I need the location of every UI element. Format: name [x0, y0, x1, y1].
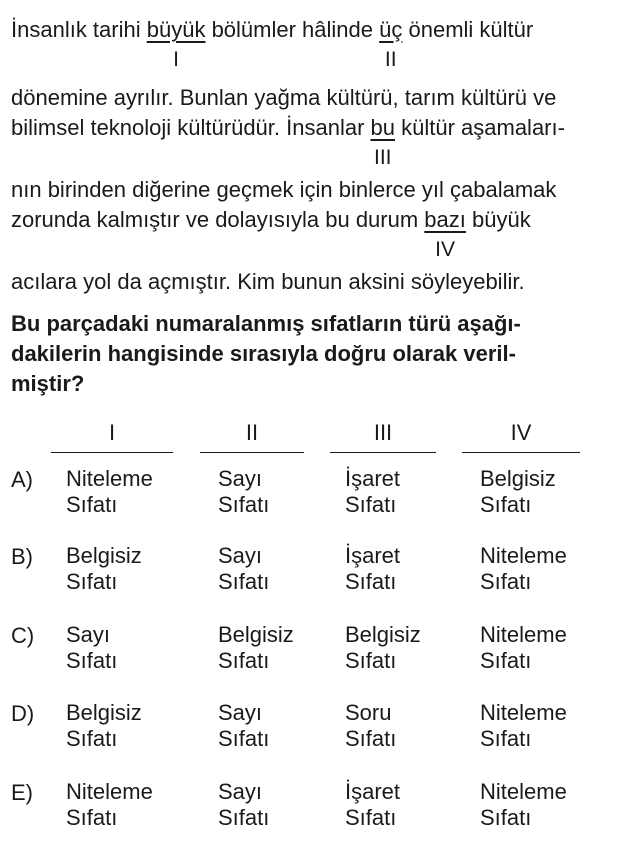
option-b-col-4 [480, 543, 567, 595]
cell-line: Sayı [218, 779, 263, 804]
cell-line: Soru [345, 700, 392, 725]
passage-line-2: dönemine ayrılır. Bunlan yağma kültürü, tarım kültürü ve [11, 85, 557, 110]
cell-line: Sayı [218, 466, 263, 491]
option-c-col-1 [66, 622, 117, 674]
passage-line-5 [11, 206, 531, 261]
passage-text: bilimsel teknoloji kültürüdür. İnsanlar [11, 115, 371, 140]
column-header-1: I [51, 420, 173, 453]
option-c-col-4 [480, 622, 567, 674]
option-a-col-4 [480, 466, 556, 518]
option-b-col-2 [218, 543, 269, 595]
cell-line: Sıfatı [218, 492, 270, 517]
column-header-2: II [200, 420, 304, 453]
marker-1: I [173, 48, 180, 71]
option-a-letter[interactable]: A) [11, 467, 33, 492]
cell-line: İşaret [345, 779, 401, 804]
option-a-col-2 [218, 466, 269, 518]
cell-line: Sıfatı [345, 569, 397, 594]
option-c-col-2 [218, 622, 294, 674]
marker-4: IV [435, 238, 456, 261]
question-line-3: miştir? [11, 371, 85, 396]
option-d-letter[interactable]: D) [11, 701, 35, 726]
marked-word-4 [424, 206, 466, 261]
option-d-col-3 [345, 700, 396, 752]
option-d-col-1 [66, 700, 142, 752]
cell-line: Belgisiz [345, 622, 421, 647]
passage-text: İnsanlık tarihi [11, 17, 147, 42]
cell-line: Niteleme [66, 779, 153, 804]
cell-line: Sıfatı [345, 648, 397, 673]
option-e-col-4 [480, 779, 567, 831]
passage-line-3 [11, 114, 565, 169]
option-e-col-2 [218, 779, 269, 831]
option-c-col-3 [345, 622, 421, 674]
option-b-col-1 [66, 543, 142, 595]
cell-line: Sıfatı [218, 648, 270, 673]
option-e-letter[interactable]: E) [11, 780, 33, 805]
marker-3: III [374, 146, 392, 169]
cell-line: Sıfatı [66, 805, 118, 830]
cell-line: İşaret [345, 543, 401, 568]
option-b-col-3 [345, 543, 400, 595]
option-d-col-4 [480, 700, 567, 752]
cell-line: Sıfatı [480, 726, 532, 751]
cell-line: Sıfatı [218, 805, 270, 830]
cell-line: Niteleme [480, 622, 567, 647]
cell-line: Sıfatı [345, 726, 397, 751]
cell-line: Sıfatı [345, 492, 397, 517]
cell-line: Sayı [218, 700, 263, 725]
cell-line: Belgisiz [66, 700, 142, 725]
cell-line: Sıfatı [480, 648, 532, 673]
cell-line: Sıfatı [66, 492, 118, 517]
passage-text: kültür aşamaları- [395, 115, 565, 140]
marked-word-3 [370, 114, 395, 169]
option-e-col-3 [345, 779, 400, 831]
cell-line: Niteleme [480, 779, 567, 804]
cell-line: Niteleme [480, 543, 567, 568]
marked-word-3-text: bu [370, 115, 395, 140]
passage-text: büyük [465, 207, 531, 232]
cell-line: Sıfatı [480, 492, 532, 517]
cell-line: Belgisiz [480, 466, 556, 491]
cell-line: Sıfatı [218, 569, 270, 594]
passage-text: önemli kültür [402, 17, 534, 42]
option-a-col-1 [66, 466, 153, 518]
cell-line: Sıfatı [480, 569, 532, 594]
marked-word-2-text: üç [379, 17, 403, 42]
option-e-col-1 [66, 779, 153, 831]
cell-line: Belgisiz [218, 622, 294, 647]
cell-line: Sıfatı [218, 726, 270, 751]
cell-line: Sıfatı [480, 805, 532, 830]
option-c-letter[interactable]: C) [11, 623, 35, 648]
marked-word-1 [146, 16, 206, 71]
question-line-1: Bu parçadaki numaralanmış sıfatların türü aşağı- [11, 311, 521, 336]
cell-line: Sayı [66, 622, 111, 647]
cell-line: Sıfatı [66, 726, 118, 751]
cell-line: Sıfatı [345, 805, 397, 830]
cell-line: Sıfatı [66, 569, 118, 594]
column-header-3: III [330, 420, 436, 453]
marked-word-4-text: bazı [424, 207, 466, 232]
cell-line: Sayı [218, 543, 263, 568]
question-line-2: dakilerin hangisinde sırasıyla doğru olarak veril- [11, 341, 516, 366]
passage-text: zorunda kalmıştır ve dolayısıyla bu durum [11, 207, 425, 232]
passage-line-6: acılara yol da açmıştır. Kim bunun aksini söyleyebilir. [11, 269, 525, 294]
option-a-col-3 [345, 466, 400, 518]
marker-2: II [384, 48, 397, 71]
cell-line: Belgisiz [66, 543, 142, 568]
option-b-letter[interactable]: B) [11, 544, 33, 569]
option-d-col-2 [218, 700, 269, 752]
cell-line: Sıfatı [66, 648, 118, 673]
passage-text: bölümler hâlinde [205, 17, 380, 42]
column-header-4: IV [462, 420, 580, 453]
marked-word-2 [379, 16, 403, 71]
cell-line: İşaret [345, 466, 401, 491]
marked-word-1-text: büyük [146, 17, 206, 42]
passage-line-1 [11, 16, 534, 71]
cell-line: Niteleme [66, 466, 153, 491]
passage-line-4: nın birinden diğerine geçmek için binlerce yıl çabalamak [11, 177, 557, 202]
cell-line: Niteleme [480, 700, 567, 725]
